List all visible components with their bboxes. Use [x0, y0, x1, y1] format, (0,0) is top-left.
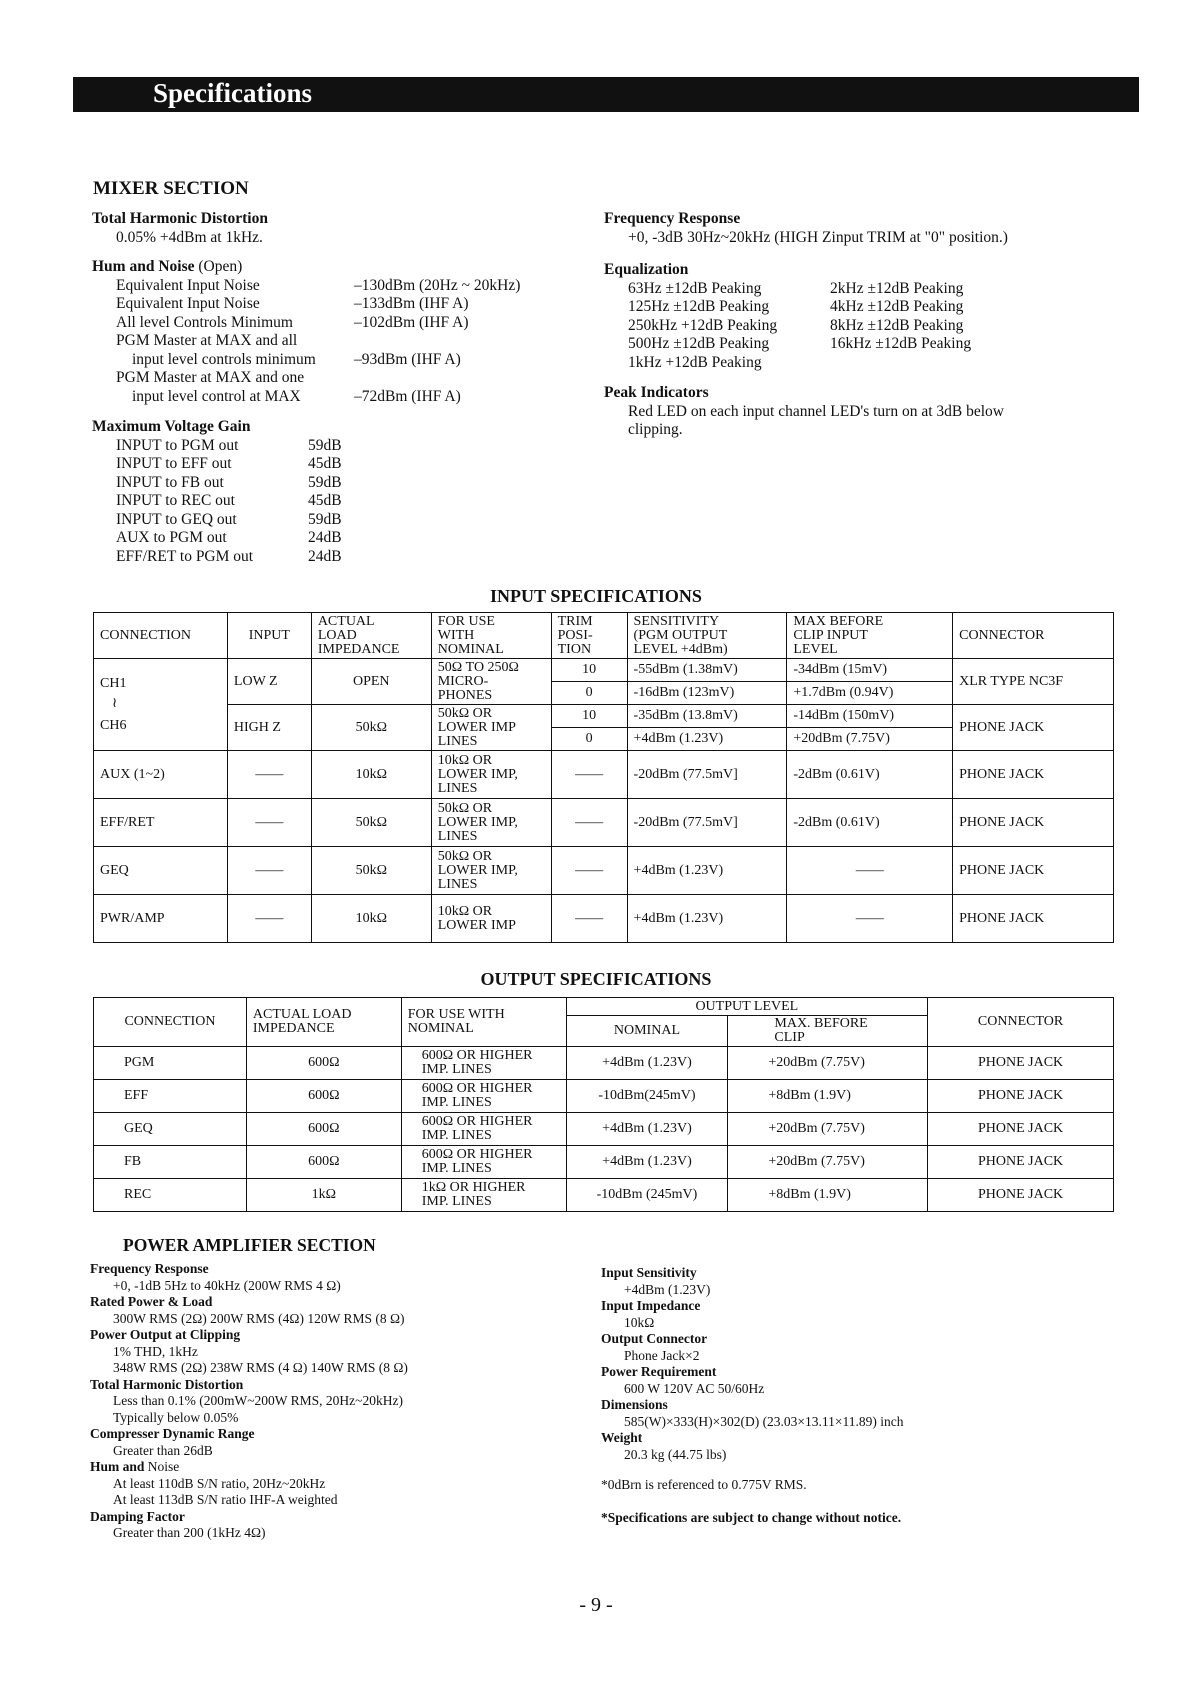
- power-spec-value: 348W RMS (2Ω) 238W RMS (4 Ω) 140W RMS (8 Ω): [113, 1360, 408, 1375]
- table-row: [94, 1179, 1114, 1212]
- gain-row: INPUT to FB out 59dB: [116, 473, 342, 491]
- header-banner: [73, 77, 1139, 112]
- table-row: [94, 1080, 1114, 1113]
- page-title: Specifications: [153, 78, 312, 108]
- power-spec-label: Output Connector: [601, 1331, 708, 1346]
- connection-cell: GEQ: [94, 847, 228, 895]
- thd-value: 0.05% +4dBm at 1kHz.: [116, 228, 263, 246]
- power-spec-value: At least 113dB S/N ratio IHF-A weighted: [113, 1492, 338, 1507]
- header-use: FOR USE WITH NOMINAL: [401, 998, 566, 1047]
- use-cell: 600Ω OR HIGHER IMP. LINES: [401, 1146, 566, 1179]
- connection-cell: PWR/AMP: [94, 895, 228, 943]
- power-spec-value: At least 110dB S/N ratio, 20Hz~20kHz: [113, 1475, 326, 1491]
- footnote-0dbm: *0dBrn is referenced to 0.775V RMS.: [601, 1477, 807, 1492]
- power-right-column: [601, 1265, 904, 1526]
- sensitivity-cell: -20dBm (77.5mV]: [627, 751, 787, 799]
- ch-low-connector: XLR TYPE NC3F: [953, 659, 1114, 705]
- ch-connection-cell: CH1 ≀ CH6: [94, 659, 228, 751]
- sensitivity-cell: +4dBm (1.23V): [627, 728, 787, 751]
- impedance-cell: 1kΩ: [246, 1179, 401, 1212]
- hum-row: All level Controls Minimum –102dBm (IHF A): [116, 313, 469, 331]
- connection-cell: REC: [94, 1179, 247, 1212]
- peak-line2: clipping.: [628, 421, 683, 438]
- header-max: MAX. BEFORE CLIP: [728, 1016, 928, 1047]
- table-row: [94, 659, 1114, 682]
- table-row: [94, 799, 1114, 847]
- power-spec-value: 1% THD, 1kHz: [113, 1343, 198, 1359]
- sensitivity-cell: -35dBm (13.8mV): [627, 705, 787, 728]
- connection-cell: FB: [94, 1146, 247, 1179]
- max-cell: +20dBm (7.75V): [728, 1146, 928, 1179]
- header-sensitivity: SENSITIVITY (PGM OUTPUT LEVEL +4dBm): [627, 613, 787, 659]
- table-row: [94, 1146, 1114, 1179]
- table-row: [94, 895, 1114, 943]
- connector-cell: PHONE JACK: [928, 1179, 1114, 1212]
- power-spec-value: Phone Jack×2: [624, 1347, 700, 1363]
- mixer-right-column: [604, 210, 1008, 440]
- max-cell: +20dBm (7.75V): [728, 1113, 928, 1146]
- header-connector: CONNECTOR: [953, 613, 1114, 659]
- gain-row: EFF/RET to PGM out 24dB: [116, 547, 342, 565]
- power-spec-label: Input Sensitivity: [601, 1265, 697, 1280]
- freq-label: Frequency Response: [604, 210, 741, 227]
- sensitivity-cell: -55dBm (1.38mV): [627, 659, 787, 682]
- connection-cell: GEQ: [94, 1113, 247, 1146]
- gain-row: AUX to PGM out 24dB: [116, 529, 342, 546]
- peak-line1: Red LED on each input channel LED's turn on at 3dB below: [628, 402, 1004, 420]
- hum-label: Hum and Noise: [92, 258, 195, 275]
- connection-cell: EFF: [94, 1080, 247, 1113]
- nominal-cell: +4dBm (1.23V): [566, 1113, 728, 1146]
- input-cell: ——: [227, 751, 311, 799]
- header-connector: CONNECTOR: [928, 998, 1114, 1047]
- impedance-cell: 10kΩ: [311, 751, 431, 799]
- page-number: - 9 -: [579, 1594, 613, 1616]
- hum-pgm1-line1: PGM Master at MAX and all: [116, 332, 298, 349]
- power-spec-value: 20.3 kg (44.75 lbs): [624, 1446, 727, 1462]
- use-cell: 10kΩ OR LOWER IMP: [431, 895, 551, 943]
- impedance-cell: 600Ω: [246, 1080, 401, 1113]
- connector-cell: PHONE JACK: [953, 847, 1114, 895]
- gain-row: INPUT to EFF out 45dB: [116, 455, 342, 472]
- table-row: [94, 705, 1114, 728]
- hum-pgm2-line1: PGM Master at MAX and one: [116, 369, 305, 386]
- power-spec-label: Weight: [601, 1430, 643, 1445]
- power-spec-label: Power Requirement: [601, 1364, 717, 1379]
- max-cell: +8dBm (1.9V): [728, 1179, 928, 1212]
- eq-row: 250kHz +12dB Peaking 8kHz ±12dB Peaking: [628, 316, 964, 334]
- power-spec-value: Typically below 0.05%: [113, 1409, 239, 1425]
- use-cell: 50kΩ OR LOWER IMP, LINES: [431, 847, 551, 895]
- eq-row: 125Hz ±12dB Peaking 4kHz ±12dB Peaking: [628, 298, 964, 315]
- connector-cell: PHONE JACK: [953, 895, 1114, 943]
- impedance-cell: 50kΩ: [311, 799, 431, 847]
- max-cell: ——: [787, 847, 953, 895]
- connection-cell: EFF/RET: [94, 799, 228, 847]
- hum-pgm2-line2: input level control at MAX –72dBm (IHF A): [132, 387, 461, 405]
- nominal-cell: -10dBm(245mV): [566, 1080, 728, 1113]
- table-row: [94, 1113, 1114, 1146]
- input-cell: ——: [227, 799, 311, 847]
- ch-low-impedance: OPEN: [311, 659, 431, 705]
- connector-cell: PHONE JACK: [928, 1146, 1114, 1179]
- sensitivity-cell: +4dBm (1.23V): [627, 895, 787, 943]
- freq-value: +0, -3dB 30Hz~20kHz (HIGH Zinput TRIM at "0" position.): [628, 228, 1008, 246]
- power-spec-value: 300W RMS (2Ω) 200W RMS (4Ω) 120W RMS (8 Ω): [113, 1310, 405, 1326]
- input-cell: ——: [227, 847, 311, 895]
- trim-cell: ——: [551, 847, 627, 895]
- sensitivity-cell: -16dBm (123mV): [627, 682, 787, 705]
- max-cell: ——: [787, 895, 953, 943]
- power-spec-label: Dimensions: [601, 1397, 668, 1412]
- input-header-row: [94, 613, 1114, 659]
- power-spec-label: Frequency Response: [90, 1261, 209, 1276]
- header-connection: CONNECTION: [94, 998, 247, 1047]
- use-cell: 1kΩ OR HIGHER IMP. LINES: [401, 1179, 566, 1212]
- sensitivity-cell: +4dBm (1.23V): [627, 847, 787, 895]
- thd-label: Total Harmonic Distortion: [92, 210, 268, 227]
- power-spec-label: Compresser Dynamic Range: [90, 1426, 255, 1441]
- power-spec-label: Rated Power & Load: [90, 1294, 213, 1309]
- impedance-cell: 600Ω: [246, 1146, 401, 1179]
- header-trim: TRIM POSI- TION: [551, 613, 627, 659]
- connection-cell: PGM: [94, 1047, 247, 1080]
- power-spec-label: Hum and Noise: [90, 1459, 180, 1474]
- table-row: [94, 751, 1114, 799]
- ch-high-use: 50kΩ OR LOWER IMP LINES: [431, 705, 551, 751]
- ch-high-input: HIGH Z: [227, 705, 311, 751]
- use-cell: 10kΩ OR LOWER IMP, LINES: [431, 751, 551, 799]
- trim-cell: 10: [551, 705, 627, 728]
- max-cell: +8dBm (1.9V): [728, 1080, 928, 1113]
- power-spec-label: Power Output at Clipping: [90, 1327, 241, 1342]
- power-spec-value: 600 W 120V AC 50/60Hz: [624, 1380, 765, 1396]
- power-spec-label: Total Harmonic Distortion: [90, 1376, 244, 1392]
- impedance-cell: 10kΩ: [311, 895, 431, 943]
- connector-cell: PHONE JACK: [928, 1047, 1114, 1080]
- header-impedance: ACTUAL LOAD IMPEDANCE: [311, 613, 431, 659]
- header-max: MAX BEFORE CLIP INPUT LEVEL: [787, 613, 953, 659]
- max-cell: +1.7dBm (0.94V): [787, 682, 953, 705]
- power-section-title: POWER AMPLIFIER SECTION: [123, 1235, 376, 1255]
- max-cell: -14dBm (150mV): [787, 705, 953, 728]
- peak-label: Peak Indicators: [604, 384, 709, 401]
- impedance-cell: 600Ω: [246, 1047, 401, 1080]
- nominal-cell: +4dBm (1.23V): [566, 1047, 728, 1080]
- eq-label: Equalization: [604, 261, 689, 278]
- power-spec-label: Input Impedance: [601, 1298, 701, 1313]
- gain-label: Maximum Voltage Gain: [92, 418, 251, 435]
- max-cell: +20dBm (7.75V): [728, 1047, 928, 1080]
- gain-row: INPUT to GEQ out 59dB: [116, 510, 342, 528]
- gain-row: INPUT to REC out 45dB: [116, 492, 342, 509]
- nominal-cell: -10dBm (245mV): [566, 1179, 728, 1212]
- eq-row: 63Hz ±12dB Peaking 2kHz ±12dB Peaking: [628, 279, 964, 297]
- impedance-cell: 50kΩ: [311, 847, 431, 895]
- ch-low-use: 50Ω TO 250Ω MICRO- PHONES: [431, 659, 551, 705]
- power-spec-value: Greater than 200 (1kHz 4Ω): [113, 1525, 266, 1540]
- power-spec-label: Damping Factor: [90, 1508, 185, 1524]
- sensitivity-cell: -20dBm (77.5mV]: [627, 799, 787, 847]
- ch-low-input: LOW Z: [227, 659, 311, 705]
- power-left-column: [90, 1261, 408, 1542]
- trim-cell: ——: [551, 799, 627, 847]
- header-nominal: NOMINAL: [566, 1016, 728, 1047]
- max-cell: -2dBm (0.61V): [787, 799, 953, 847]
- table-row: [94, 1047, 1114, 1080]
- ch-high-connector: PHONE JACK: [953, 705, 1114, 751]
- header-impedance: ACTUAL LOAD IMPEDANCE: [246, 998, 401, 1047]
- input-specs-table: [93, 612, 1114, 943]
- table-row: [94, 847, 1114, 895]
- connector-cell: PHONE JACK: [928, 1080, 1114, 1113]
- mixer-left-column: [92, 210, 520, 566]
- trim-cell: 10: [551, 659, 627, 682]
- connector-cell: PHONE JACK: [953, 751, 1114, 799]
- impedance-cell: 600Ω: [246, 1113, 401, 1146]
- power-spec-value: 585(W)×333(H)×302(D) (23.03×13.11×11.89) inch: [624, 1413, 904, 1429]
- hum-label-note: (Open): [198, 258, 243, 275]
- power-spec-value: Less than 0.1% (200mW~200W RMS, 20Hz~20kHz): [113, 1393, 403, 1408]
- power-spec-value: +0, -1dB 5Hz to 40kHz (200W RMS 4 Ω): [113, 1277, 341, 1293]
- input-cell: ——: [227, 895, 311, 943]
- hum-pgm1-line2: input level controls minimum –93dBm (IHF A): [132, 350, 461, 368]
- trim-cell: ——: [551, 895, 627, 943]
- trim-cell: 0: [551, 728, 627, 751]
- nominal-cell: +4dBm (1.23V): [566, 1146, 728, 1179]
- power-spec-value: +4dBm (1.23V): [624, 1281, 711, 1297]
- output-specs-title: OUTPUT SPECIFICATIONS: [480, 969, 712, 989]
- power-spec-value: Greater than 26dB: [113, 1442, 213, 1458]
- max-cell: +20dBm (7.75V): [787, 728, 953, 751]
- input-specs-title: INPUT SPECIFICATIONS: [490, 586, 702, 606]
- gain-row: INPUT to PGM out 59dB: [116, 436, 342, 454]
- header-use: FOR USE WITH NOMINAL: [431, 613, 551, 659]
- output-header-row: [94, 998, 1114, 1016]
- connector-cell: PHONE JACK: [953, 799, 1114, 847]
- max-cell: -34dBm (15mV): [787, 659, 953, 682]
- output-specs-table: [93, 997, 1114, 1212]
- footnote-specs-change: *Specifications are subject to change without notice.: [601, 1509, 902, 1525]
- connector-cell: PHONE JACK: [928, 1113, 1114, 1146]
- use-cell: 600Ω OR HIGHER IMP. LINES: [401, 1047, 566, 1080]
- power-spec-value: 10kΩ: [624, 1314, 655, 1330]
- header-connection: CONNECTION: [94, 613, 228, 659]
- header-input: INPUT: [227, 613, 311, 659]
- eq-row: 1kHz +12dB Peaking: [628, 353, 762, 371]
- mixer-section-title: MIXER SECTION: [93, 178, 249, 199]
- use-cell: 600Ω OR HIGHER IMP. LINES: [401, 1080, 566, 1113]
- max-cell: -2dBm (0.61V): [787, 751, 953, 799]
- trim-cell: 0: [551, 682, 627, 705]
- use-cell: 50kΩ OR LOWER IMP, LINES: [431, 799, 551, 847]
- hum-row: Equivalent Input Noise –130dBm (20Hz ~ 20kHz): [116, 276, 521, 294]
- ch-high-impedance: 50kΩ: [311, 705, 431, 751]
- connection-cell: AUX (1~2): [94, 751, 228, 799]
- trim-cell: ——: [551, 751, 627, 799]
- use-cell: 600Ω OR HIGHER IMP. LINES: [401, 1113, 566, 1146]
- header-output-level: OUTPUT LEVEL: [566, 998, 928, 1016]
- hum-row: Equivalent Input Noise –133dBm (IHF A): [116, 295, 469, 312]
- eq-row: 500Hz ±12dB Peaking 16kHz ±12dB Peaking: [628, 335, 972, 352]
